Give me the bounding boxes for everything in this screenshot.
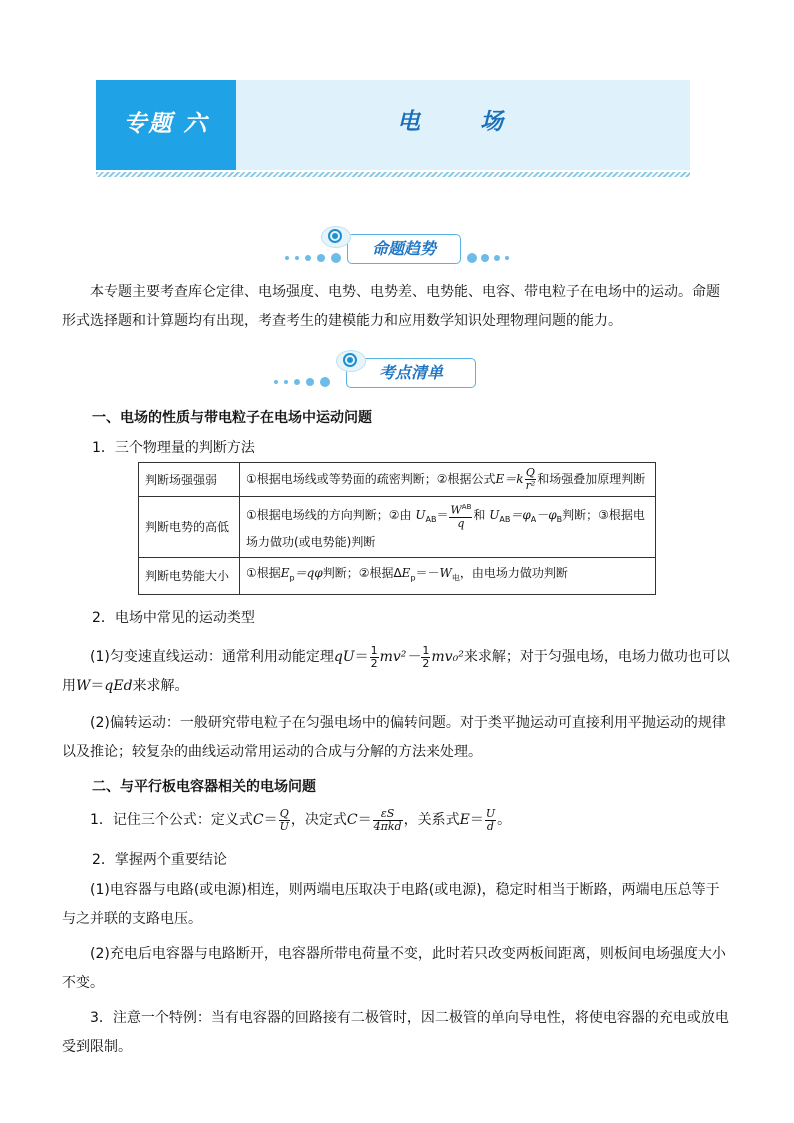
intro-paragraph: 本专题主要考查库仑定律、电场强度、电势、电势差、电势能、电容、带电粒子在电场中的运动。命题形式选择题和计算题均有出现，考查考生的建模能力和应用数学知识处理物理问题的能力。 — [62, 284, 720, 329]
table-cell: ①根据$E_p=q\varphi$判断；②根据$\Delta E_p=-W_电$，由电场力做功判断 — [240, 558, 656, 594]
page-title: 电 场 — [396, 108, 529, 135]
table-row — [139, 463, 656, 497]
decor-dot — [505, 256, 509, 260]
judgment-table — [138, 462, 656, 595]
section-heading: 一、电场的性质与带电粒子在电场中运动问题 — [92, 410, 372, 426]
table-row — [139, 497, 656, 558]
decor-dot — [331, 253, 341, 263]
table-row — [139, 558, 656, 594]
table-cell-label: 判断场强强弱 — [139, 463, 240, 497]
table-cell: ①根据电场线或等势面的疏密判断；②根据公式E＝k $\frac{Q}{\text{r²}}$ 和场强叠加原理判断 — [240, 463, 656, 497]
list-item: 2．电场中常见的运动类型 — [92, 610, 255, 626]
list-item: 1．三个物理量的判断方法 — [92, 440, 255, 456]
topic-number: 专题 六 — [123, 110, 209, 137]
section-badge-points — [270, 348, 500, 394]
decor-dot — [467, 253, 477, 263]
decor-dot — [306, 378, 314, 386]
decor-dot — [295, 256, 299, 260]
section-label-points: 考点清单 — [346, 358, 476, 388]
section-badge-trend — [283, 224, 513, 270]
list-item: 2．掌握两个重要结论 — [92, 852, 227, 868]
decor-dot — [317, 254, 325, 262]
table-cell: ①根据电场线的方向判断；②由 $U_{AB}=$ $\frac{W^{AB}}{q}$ 和 $U_{AB}=\varphi_A-\varphi_B$判断；③根据电场力做功(或电势能)判断 — [240, 497, 656, 558]
eye-icon — [321, 226, 351, 248]
formula-line: 1．记住三个公式：定义式C＝ $\frac{Q}{U}$ ，决定式C＝ $\frac{\varepsilon S}{\text{4πkd}}$ ，关系式E＝ $\frac{U}{d}$ 。 — [90, 806, 512, 833]
paragraph-special-case: 3．注意一个特例：当有电容器的回路接有二极管时，因二极管的单向导电性，将使电容器的充电或放电受到限制。 — [62, 1010, 729, 1055]
paragraph-uniform-motion: (1)匀变速直线运动：通常利用动能定理qU＝ $\frac{1}{2}$ mv²－ $\frac{1}{2}$ mv₀²来求解；对于匀强电场，电场力做功也可以用W＝qEd来求解。 — [62, 643, 730, 694]
decor-dot — [305, 255, 311, 261]
decor-dot — [320, 377, 330, 387]
header-divider — [96, 172, 690, 177]
paragraph-deflection: (2)偏转运动：一般研究带电粒子在匀强电场中的偏转问题。对于类平抛运动可直接利用平抛运动的规律以及推论；较复杂的曲线运动常用运动的合成与分解的方法来处理。 — [62, 715, 726, 760]
table-cell-label: 判断电势能大小 — [139, 558, 240, 594]
paragraph-conclusion-1: (1)电容器与电路(或电源)相连，则两端电压取决于电路(或电源)，稳定时相当于断路，两端电压总等于与之并联的支路电压。 — [62, 882, 720, 927]
section-label-trend: 命题趋势 — [347, 234, 461, 264]
decor-dot — [481, 254, 489, 262]
decor-dot — [494, 255, 500, 261]
eye-icon — [336, 350, 366, 372]
table-cell-label: 判断电势的高低 — [139, 497, 240, 558]
decor-dot — [284, 380, 288, 384]
decor-dot — [294, 379, 300, 385]
paragraph-conclusion-2: (2)充电后电容器与电路断开，电容器所带电荷量不变，此时若只改变两板间距离，则板间电场强度大小不变。 — [62, 946, 726, 991]
section-heading: 二、与平行板电容器相关的电场问题 — [92, 779, 316, 795]
decor-dot — [285, 256, 289, 260]
decor-dot — [274, 380, 278, 384]
